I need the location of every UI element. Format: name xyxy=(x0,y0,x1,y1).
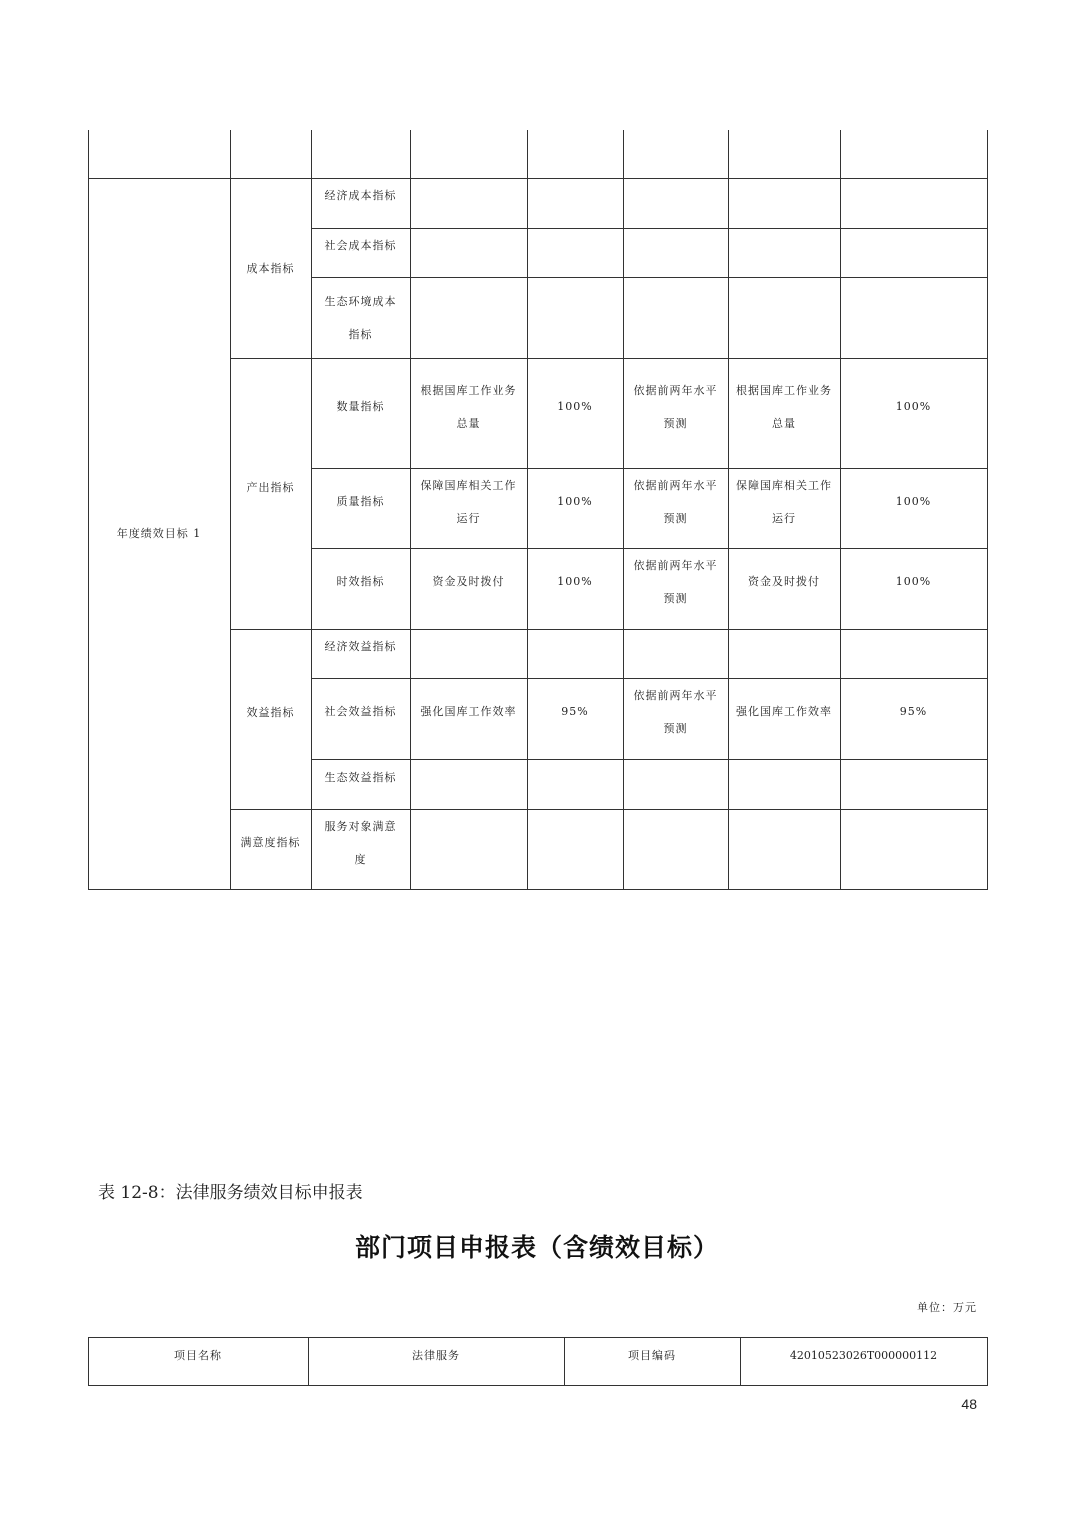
indicator-social-benefit: 社会效益指标 xyxy=(324,705,397,718)
category-satisfaction: 满意度指标 xyxy=(240,836,301,849)
target-quality: 100% xyxy=(557,495,593,508)
unit-label: 单位：万元 xyxy=(917,1301,977,1314)
page-number: 48 xyxy=(961,1396,977,1412)
target-social-benefit: 95% xyxy=(561,705,589,718)
project-name-value: 法律服务 xyxy=(412,1348,460,1362)
indicator-quantity: 数量指标 xyxy=(336,400,385,413)
indicator-social-cost: 社会成本指标 xyxy=(324,238,397,252)
target2-social-benefit: 95% xyxy=(899,705,928,718)
indicator-eco-cost: 生态环境成本指标 xyxy=(324,294,397,341)
target2-timeliness: 100% xyxy=(895,575,932,588)
project-code-label: 项目编码 xyxy=(628,1348,676,1362)
target2-quantity: 100% xyxy=(895,400,932,413)
indicator-economic-cost: 经济成本指标 xyxy=(324,188,397,202)
content2-social-benefit: 强化国库工作效率 xyxy=(736,705,832,718)
content2-quantity: 根据国库工作业务总量 xyxy=(736,383,832,430)
basis-quality: 依据前两年水平预测 xyxy=(633,478,718,525)
content-quantity: 根据国库工作业务总量 xyxy=(420,383,517,430)
indicator-satisfaction: 服务对象满意度 xyxy=(324,819,397,866)
content2-timeliness: 资金及时拨付 xyxy=(748,575,820,588)
category-cost: 成本指标 xyxy=(246,261,295,275)
table-caption: 表 12-8：法律服务绩效目标申报表 xyxy=(98,1183,363,1203)
category-benefit: 效益指标 xyxy=(246,705,295,719)
basis-quantity: 依据前两年水平预测 xyxy=(633,383,718,430)
target-timeliness: 100% xyxy=(557,575,593,588)
basis-timeliness: 依据前两年水平预测 xyxy=(633,558,718,605)
project-code-value: 42010523026T000000112 xyxy=(789,1348,938,1362)
indicator-timeliness: 时效指标 xyxy=(336,575,385,588)
project-name-label: 项目名称 xyxy=(174,1348,222,1362)
indicator-quality: 质量指标 xyxy=(336,495,385,508)
target-quantity: 100% xyxy=(557,400,593,413)
content-timeliness: 资金及时拨付 xyxy=(432,575,505,588)
basis-social-benefit: 依据前两年水平预测 xyxy=(633,688,718,735)
goal-label: 年度绩效目标 1 xyxy=(116,527,202,540)
content-quality: 保障国库相关工作运行 xyxy=(420,478,517,525)
indicator-economic-benefit: 经济效益指标 xyxy=(324,639,397,653)
content-social-benefit: 强化国库工作效率 xyxy=(420,705,517,718)
target2-quality: 100% xyxy=(895,495,932,508)
category-output: 产出指标 xyxy=(246,480,295,494)
page-title: 部门项目申报表（含绩效目标） xyxy=(354,1233,719,1262)
indicator-eco-benefit: 生态效益指标 xyxy=(324,770,397,784)
content2-quality: 保障国库相关工作运行 xyxy=(736,478,832,525)
